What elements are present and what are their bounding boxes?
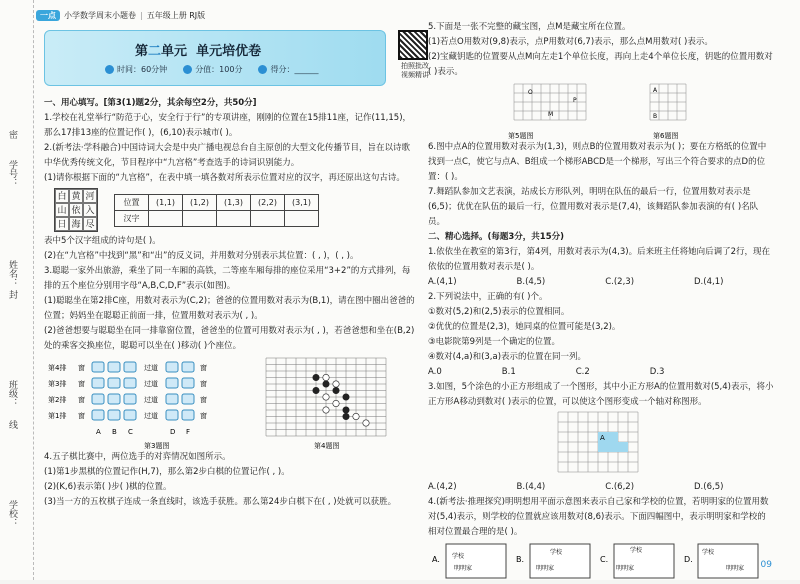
diagram-label: D. (684, 555, 693, 564)
point-p: P (573, 97, 577, 104)
table-header-cell: (2,2) (251, 194, 285, 210)
window-label: 窗 (78, 364, 85, 372)
seat-icon (182, 378, 194, 388)
go-stone (363, 420, 369, 426)
seal-label: 封 (7, 290, 17, 299)
window-label: 窗 (78, 380, 85, 388)
point-m: M (548, 111, 554, 118)
window-label: 窗 (200, 364, 207, 372)
choice-option[interactable]: B.1 (501, 367, 516, 377)
school-label: 学校 (550, 549, 563, 556)
name-label: 姓名： (7, 260, 17, 287)
choice-option[interactable]: A.0 (428, 367, 442, 377)
seat-col-label: B (112, 428, 117, 436)
table-header-cell: 位置 (115, 194, 149, 210)
go-stone (313, 374, 319, 380)
qr-code-icon[interactable] (398, 30, 428, 60)
go-stone (323, 374, 329, 380)
unit-title: 第二单元 单元培优卷 (135, 44, 262, 59)
choice-option[interactable]: C.(2,3) (605, 277, 635, 287)
binding-margin (0, 0, 34, 580)
right-column (428, 20, 774, 584)
position-diagram (614, 544, 674, 578)
qr-label: 拍照批改 视频精讲 (401, 62, 429, 79)
position-table: 位置 (1,1) (1,2) (1,3) (2,2) (3,1) 汉字 (114, 194, 319, 227)
point-b: B (653, 113, 658, 120)
window-label: 窗 (78, 396, 85, 404)
question-1: 1.学校在礼堂举行“防范于心，安全行于行”的专项讲座，刚刚的位置在15排11座，记作(11,15)，那么17排13座的位置记作( )，(6,10)表示城市( )。 (44, 113, 412, 138)
choice-1-options (428, 275, 774, 290)
choice-2-options (428, 365, 774, 380)
school-label: 学校 (702, 549, 715, 556)
question-2-poem: 表中5个汉字组成的诗句是( )。 (44, 236, 161, 246)
seat-icon (182, 410, 194, 420)
series-title: 小学数学周末小题卷 (64, 11, 136, 20)
seat-icon (166, 394, 178, 404)
nine-grid (54, 188, 98, 232)
statement: ②优优的位置是(2,3)，她同桌的位置可能是(3,2)。 (428, 322, 621, 332)
student-id-label: 学号： (7, 160, 17, 187)
window-label: 窗 (200, 396, 207, 404)
seat-icon (182, 362, 194, 372)
home-label: 明明家 (616, 565, 635, 572)
diagram-label: C. (600, 555, 609, 564)
position-diagram (446, 544, 506, 578)
table-header-cell: (1,3) (217, 194, 251, 210)
seat-col-label: C (128, 428, 133, 436)
go-stone (353, 413, 359, 419)
go-stone (333, 400, 339, 406)
question-4-part-2: (2)(K,6)表示第( )步( )棋的位置。 (44, 482, 172, 492)
home-label: 明明家 (726, 565, 745, 572)
seat-col-label: A (96, 428, 101, 436)
question-3-part-2: (2)爸爸想要与聪聪坐在同一排靠窗位置，爸爸坐的位置可用数对表示为( , )，若爸爸想和坐在(B,2)处的乘客交换座位，聪聪可以坐在( )移动( )个座位。 (44, 326, 415, 351)
seat-row-label: 第2排 (48, 396, 67, 404)
grid-cell: 入 (83, 203, 97, 217)
seat-icon (108, 410, 120, 420)
choice-option[interactable]: D.(6,5) (694, 482, 724, 492)
window-label: 窗 (200, 412, 207, 420)
go-stone (343, 394, 349, 400)
fig5-caption: 第5题图 (508, 132, 534, 140)
go-stone (343, 407, 349, 413)
question-3-intro: 3.聪聪一家外出旅游，乘坐了同一车厢的高铁，二等座车厢每排的座位采用“3+2”的方式排列，每排的五个座位分别用字母“A,B,C,D,F”表示(如图)。 (44, 266, 411, 291)
seat-icon (124, 362, 136, 372)
figures-3-4 (44, 354, 414, 450)
go-stone (343, 413, 349, 419)
question-2-intro: 2.(新考法·学科融合)中国诗词大会是中央广播电视总台自主原创的大型文化传播节目，旨在以诗歌中华优秀传统文化，节目程序中“九宫格”考查选手的诗词识别能力。 (44, 143, 410, 168)
grid-cell: 尽 (83, 217, 97, 231)
seat-icon (124, 394, 136, 404)
shaded-square (618, 442, 628, 452)
seat-icon (92, 410, 104, 420)
choice-option[interactable]: C.2 (575, 367, 590, 377)
choice-option[interactable]: A.(4,1) (428, 277, 457, 287)
grid-cell: 海 (69, 217, 83, 231)
figures-5-6 (428, 80, 768, 140)
choice-option[interactable]: B.(4,4) (516, 482, 546, 492)
choice-4-diagrams (428, 540, 768, 584)
statement: ③电影院第9列是一个确定的位置。 (428, 337, 561, 347)
question-2-part-2: (2)在“九宫格”中找到“黑”和“出”的反义词，并用数对分别表示其位置：( , )，( , )。 (44, 251, 359, 261)
score-info: 分值：100分 (183, 64, 242, 75)
go-stone (323, 407, 329, 413)
left-column (44, 96, 418, 510)
window-label: 窗 (200, 380, 207, 388)
shaded-square (608, 442, 618, 452)
question-5-part-2: (2)宝藏钥匙的位置要从点M向左走1个单位长度，再向上走4个单位长度，钥匙的位置用数对( )表示。 (428, 52, 773, 77)
school-label: 学校 (630, 547, 643, 554)
aisle-label: 过道 (144, 412, 158, 420)
grid-cell: 依 (69, 203, 83, 217)
fig3-caption: 第3题图 (144, 442, 170, 450)
grade-label: 五年级上册 RJ版 (146, 11, 206, 20)
table-header-cell: (3,1) (285, 194, 319, 210)
fig4-caption: 第4题图 (314, 442, 340, 450)
got-info: 得分：______ (258, 64, 318, 75)
statement: ④数对(4,a)和(3,a)表示的位置在同一列。 (428, 352, 587, 362)
clock-icon (105, 65, 114, 74)
seat-icon (124, 378, 136, 388)
seat-col-label: F (186, 428, 191, 436)
seat-row-label: 第1排 (48, 412, 67, 420)
seat-icon (108, 378, 120, 388)
seat-icon (124, 410, 136, 420)
go-stone (323, 381, 329, 387)
exam-meta (105, 64, 318, 75)
page-number: 09 (760, 560, 772, 570)
choice-question-4: 4.(新考法·推理探究)明明想用平面示意图来表示自己家和学校的位置，若明明家的位置用数对(5,4)表示，则学校的位置就应该用数对(8,6)表示。下面四幅图中，表示明明家和学校的相对位置最合理的是( )。 (428, 497, 769, 537)
go-stone (333, 381, 339, 387)
choice-question-2: 2.下列说法中，正确的有( )个。 (428, 292, 548, 302)
section-1-heading: 一、用心填写。[第3(1)题2分，其余每空2分，共50分] (44, 98, 257, 108)
question-3-part-1: (1)聪聪坐在第2排C座，用数对表示为(C,2)；爸爸的位置用数对表示为(B,1)，请在图中圈出爸爸的位置；妈妈坐在聪聪正前面一排，位置用数对表示为( , )。 (44, 296, 415, 321)
unit-banner (44, 30, 386, 86)
choice-option[interactable]: D.3 (649, 367, 665, 377)
question-4-intro: 4.五子棋比赛中，两位选手的对弈情况如图所示。 (44, 452, 231, 462)
square-a: A (600, 434, 605, 442)
diagram-label: A. (432, 555, 440, 564)
choice-option[interactable]: D.(4,1) (694, 277, 724, 287)
question-4-part-1: (1)第1步黑棋的位置记作(H,7)，那么第2步白棋的位置记作( , )。 (44, 467, 290, 477)
school-label: 学校： (7, 500, 17, 527)
question-4-part-3: (3)当一方的五枚棋子连成一条直线时，该选手获胜。那么第24步白棋下在( , )处就可以获胜。 (44, 497, 397, 507)
grid-cell: 河 (83, 189, 97, 203)
grid-cell: 山 (55, 203, 69, 217)
go-stone (333, 387, 339, 393)
aisle-label: 过道 (144, 380, 158, 388)
seat-row-label: 第4排 (48, 364, 67, 372)
pen-icon (258, 65, 267, 74)
seat-col-label: D (170, 428, 176, 436)
grid-cell: 日 (55, 217, 69, 231)
home-label: 明明家 (454, 565, 473, 572)
diagram-label: B. (516, 555, 525, 564)
go-stone (323, 394, 329, 400)
grid-cell: 黄 (69, 189, 83, 203)
grid-cell: 白 (55, 189, 69, 203)
line-label: 线 (7, 420, 17, 429)
star-icon (183, 65, 192, 74)
point-a: A (653, 87, 658, 94)
question-5-part-1: (1)若点O用数对(9,8)表示，点P用数对(6,7)表示，那么点M用数对( )表示。 (428, 37, 713, 47)
seat-icon (166, 362, 178, 372)
question-2-part-1: (1)请你根据下面的“九宫格”，在表中填一填各数对所表示位置对应的汉字，再还原出这句古诗。 (44, 173, 405, 183)
choice-2-statements (428, 305, 774, 365)
choice-question-3: 3.如图，5个涂色的小正方形组成了一个图形，其中小正方形A的位置用数对(5,4)表示，将小正方形A移动到数对( )表示的位置，可以使这个图形变成一个轴对称图形。 (428, 382, 774, 407)
question-5-intro: 5.下面是一张不完整的藏宝图，点M是藏宝所在位置。 (428, 22, 631, 32)
class-label: 班级： (7, 380, 17, 407)
table-header-cell: (1,2) (183, 194, 217, 210)
shaded-square (598, 442, 608, 452)
aisle-label: 过道 (144, 396, 158, 404)
seat-icon (92, 362, 104, 372)
seat-icon (182, 394, 194, 404)
home-label: 明明家 (536, 565, 555, 572)
seat-icon (108, 394, 120, 404)
window-label: 窗 (78, 412, 85, 420)
question-6: 6.图中点A的位置用数对表示为(1,3)，则点B的位置用数对表示为( )；要在方格纸的位置中找到一点C，使它与点A、B组成一个梯形ABCD是一个梯形，写出三个符合要求的点D的位置：( )。 (428, 142, 767, 182)
header-badge: 一点 (36, 10, 60, 21)
seat-icon (92, 378, 104, 388)
point-o: O (528, 89, 533, 96)
choice-option[interactable]: C.(6,2) (605, 482, 635, 492)
seat-row-label: 第3排 (48, 380, 67, 388)
figure-choice-3 (428, 410, 768, 480)
time-info: 时间：60分钟 (105, 64, 167, 75)
school-label: 学校 (452, 553, 465, 560)
fig6-caption: 第6题图 (653, 132, 679, 140)
seat-icon (108, 362, 120, 372)
choice-question-1: 1.依依坐在教室的第3行，第4列，用数对表示为(4,3)。后来班主任将她向后调了2行，现在依依的位置用数对表示是( )。 (428, 247, 770, 272)
seat-icon (166, 378, 178, 388)
seat-icon (166, 410, 178, 420)
table-header-cell: (1,1) (149, 194, 183, 210)
shaded-square (608, 432, 618, 442)
seat-icon (92, 394, 104, 404)
aisle-label: 过道 (144, 364, 158, 372)
statement: ①数对(5,2)和(2,5)表示的位置相同。 (428, 307, 570, 317)
choice-option[interactable]: B.(4,5) (516, 277, 546, 287)
choice-option[interactable]: A.(4,2) (428, 482, 457, 492)
mi-label: 密 (7, 130, 17, 139)
section-2-heading: 二、精心选择。(每题3分，共15分) (428, 232, 565, 242)
choice-3-options (428, 480, 774, 495)
question-7: 7.舞蹈队参加文艺表演，站成长方形队列，明明在队伍的最后一行，位置用数对表示是(6,5)；优优在队伍的最后一行，位置用数对表示是(7,4)，该舞蹈队参加表演的有( )名队员。 (428, 187, 759, 227)
page-header: 一点 小学数学周末小题卷 | 五年级上册 RJ版 (36, 10, 205, 21)
go-stone (313, 387, 319, 393)
